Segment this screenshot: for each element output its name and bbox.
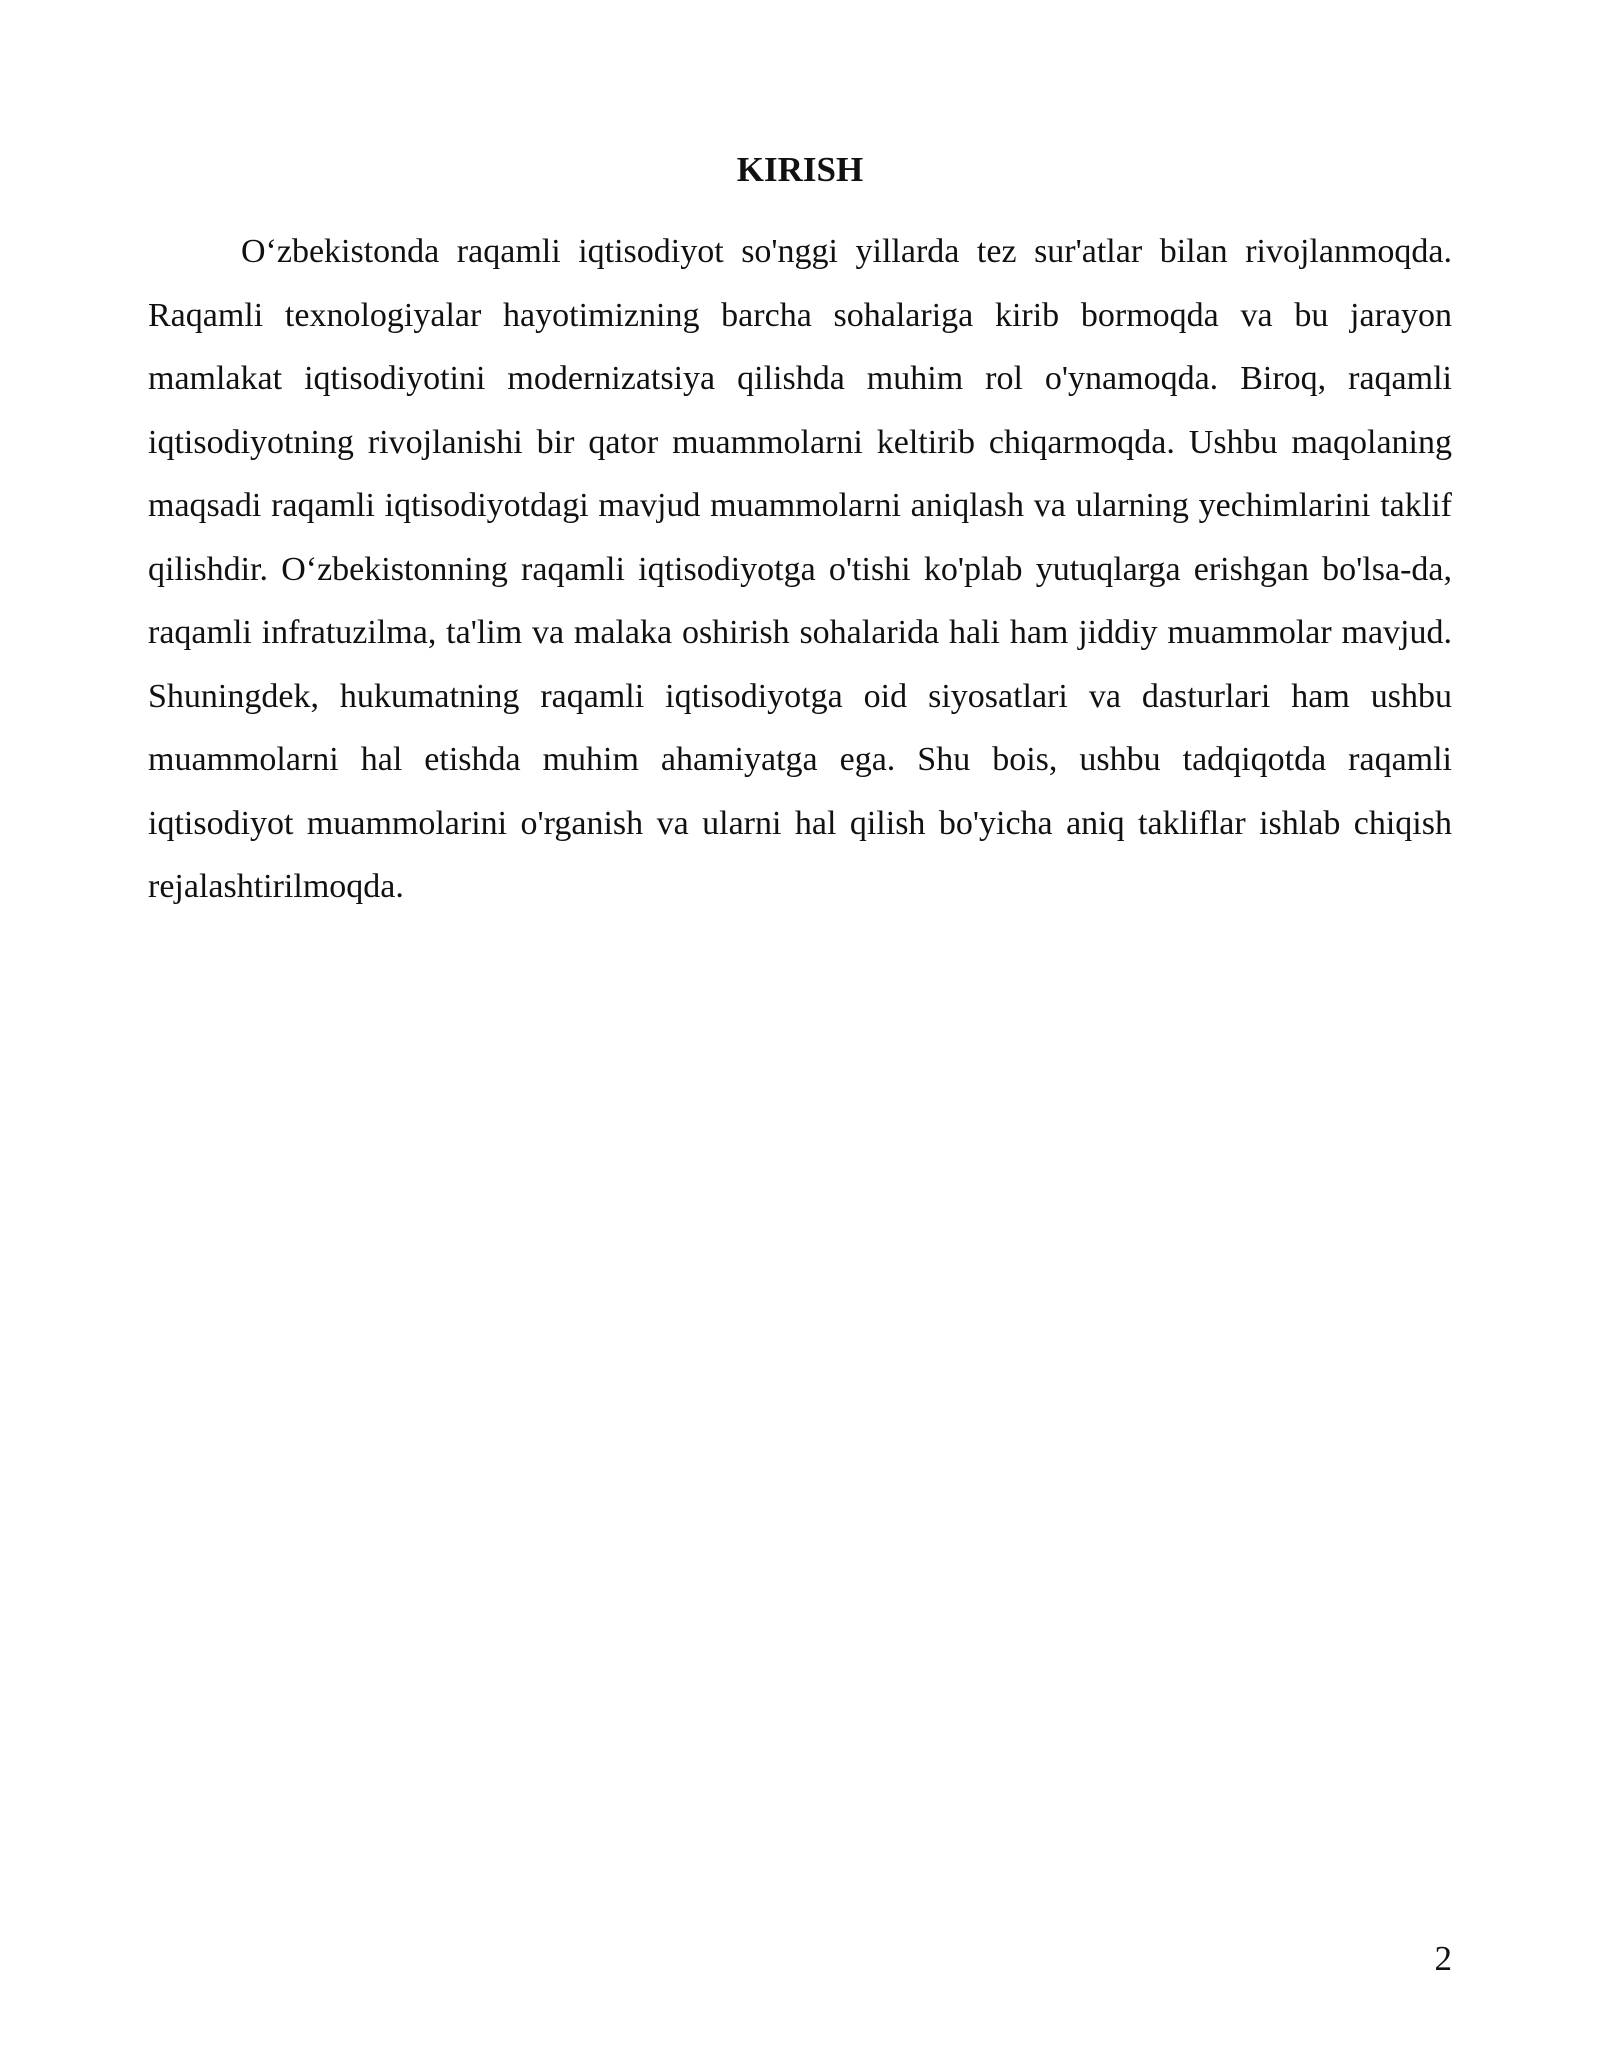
introduction-paragraph: O‘zbekistonda raqamli iqtisodiyot so'nggi yillarda tez sur'atlar bilan rivojlanmoqda. Raqamli texnologiyalar hayotimizning barcha sohalariga kirib bormoqda va bu jarayon mamlakat iqtisodiyotini modernizatsiya qilishda muhim rol o'ynamoqda. Biroq, raqamli iqtisodiyotning rivojlanishi bir qator muammolarni keltirib chiqarmoqda. Ushbu maqolaning maqsadi raqamli iqtisodiyotdagi mavjud muammolarni aniqlash va ularning yechimlarini taklif qilishdir. O‘zbekistonning raqamli iqtisodiyotga o'tishi ko'plab yutuqlarga erishgan bo'lsa-da, raqamli infratuzilma, ta'lim va malaka oshirish sohalarida hali ham jiddiy muammolar mavjud. Shuningdek, hukumatning raqamli iqtisodiyotga oid siyosatlari va dasturlari ham ushbu muammolarni hal etishda muhim ahamiyatga ega. Shu bois, ushbu tadqiqotda raqamli iqtisodiyot muammolarini o'rganish va ularni hal qilish bo'yicha aniq takliflar ishlab chiqish rejalashtirilmoqda.: [148, 233, 1452, 905]
page-number: 2: [1434, 1939, 1452, 1978]
section-heading: KIRISH: [736, 150, 864, 189]
